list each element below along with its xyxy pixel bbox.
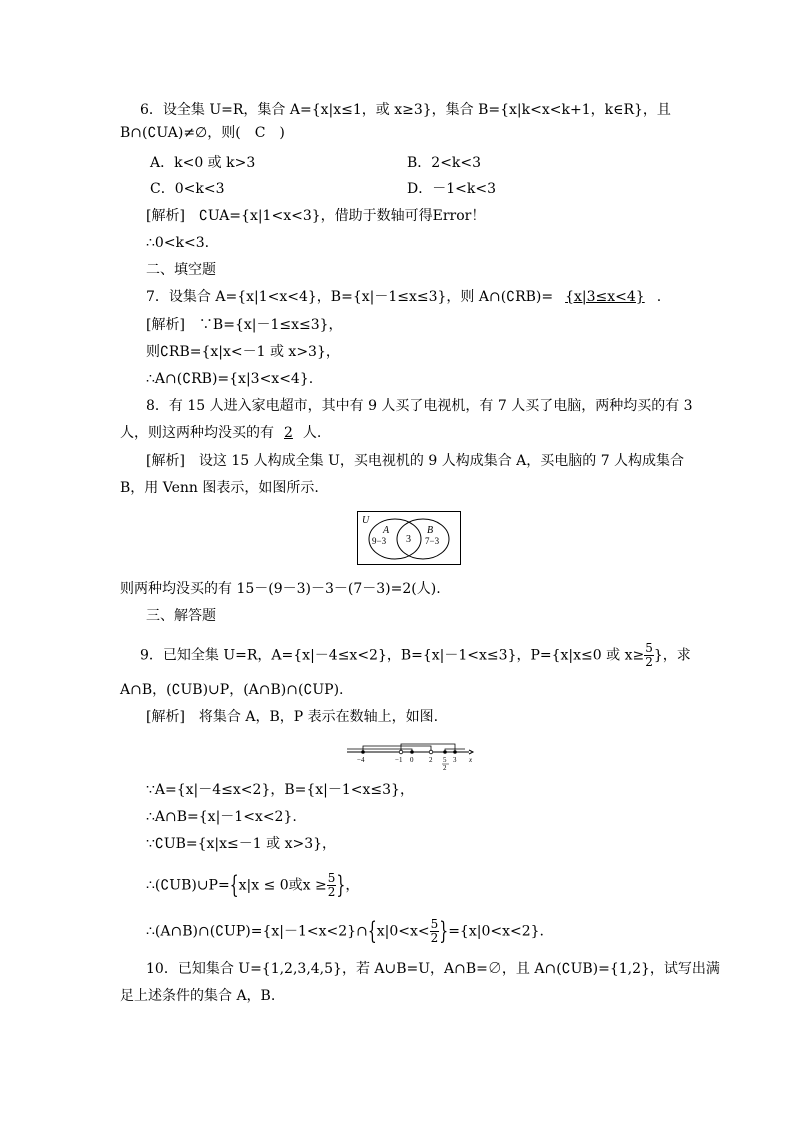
section-fill-in-title: 二、填空题 (146, 262, 216, 278)
q7-analysis-2: 则∁RB={x|x<－1 或 x>3}， (146, 344, 340, 360)
q8-conclusion: 则两种均没买的有 15－(9－3)－3－(7－3)=2(人). (120, 581, 441, 597)
tick-label-minus-4: −4 (357, 756, 365, 764)
point-0 (410, 750, 414, 754)
q7-period: . (656, 289, 662, 305)
left-brace-icon-2: { (367, 917, 377, 946)
venn-label-a: A (383, 525, 390, 536)
q9-analysis-1: [解析] 将集合 A，B，P 表示在数轴上，如图. (146, 709, 439, 725)
tick-label-5-over: 5 (443, 756, 447, 764)
q9-union-set: x|x ≤ 0或x ≥ (238, 877, 327, 894)
q9-analysis-3: ∴A∩B={x|－1<x<2}. (146, 809, 297, 825)
q6-option-d: D．－1<k<3 (407, 181, 496, 197)
q9-line1 (140, 642, 691, 669)
venn-a-only: 9−3 (372, 536, 387, 546)
q7-answer: {x|3≤x<4} (565, 289, 645, 305)
set-b-bracket (401, 744, 455, 752)
fraction-five-halves-2: $\frac{5}{2}$ (327, 871, 336, 899)
venn-b-only: 7−3 (425, 536, 440, 546)
number-line-arrow (469, 750, 473, 754)
tick-label-minus-1: −1 (395, 756, 403, 764)
point-3 (453, 750, 457, 754)
tick-label-0: 0 (410, 756, 414, 764)
q9-analysis-5 (146, 872, 359, 899)
q9-union-text: ∴(∁UB)∪P= (146, 877, 230, 894)
axis-label-x: x (469, 756, 473, 764)
tick-label-3: 3 (453, 756, 457, 764)
q9-analysis-6 (146, 918, 544, 945)
q8-line2 (120, 424, 321, 442)
tick-label-2: 2 (429, 756, 433, 764)
q6-option-c: C．0<k<3 (150, 181, 225, 197)
q10-line1: 10．已知集合 U={1,2,3,4,5}，若 A∪B=U，A∩B=∅，且 A∩(∁UB)={1,2}，试写出满 (146, 961, 720, 977)
point-minus-4 (361, 750, 365, 754)
q8-analysis-2: B，用 Venn 图表示，如图所示. (120, 480, 319, 496)
left-brace-icon: { (229, 871, 239, 900)
q9-union-end: ， (345, 877, 360, 894)
number-line (345, 742, 475, 772)
q8-text: 人，则这两种均没买的有 (120, 425, 274, 441)
q8-line1: 8．有 15 人进入家电超市，其中有 9 人买了电视机，有 7 人买了电脑，两种均买的有 3 (146, 398, 693, 414)
q6-analysis: [解析] ∁UA={x|1<x<3}，借助于数轴可得Error！ (146, 208, 486, 224)
venn-label-u: U (362, 515, 370, 526)
q8-unit: 人. (302, 425, 322, 441)
q9-analysis-2: ∵A={x|－4≤x<2}，B={x|－1<x≤3}， (146, 782, 414, 798)
q7-analysis-3: ∴A∩(∁RB)={x|3<x<4}. (146, 371, 314, 387)
q10-line2: 足上述条件的集合 A，B. (120, 988, 276, 1004)
venn-circle-b (397, 519, 449, 559)
point-2 (429, 750, 433, 754)
q6-line2: B∩(∁UA)≠∅，则( C ) (120, 125, 285, 141)
fraction-five-halves: $\frac{5}{2}$ (645, 641, 653, 669)
fraction-five-halves-3: $\frac{5}{2}$ (430, 917, 439, 945)
q6-option-a: A．k<0 或 k>3 (150, 155, 256, 171)
right-brace-icon-2: } (439, 917, 449, 946)
point-minus-1 (399, 750, 403, 754)
tick-label-2-under: 2 (443, 764, 447, 772)
venn-label-b: B (427, 525, 434, 536)
q9-text: 9．已知全集 U=R，A={x|－4≤x<2}，B={x|－1<x≤3}，P={x|x≤0 或 x≥ (140, 647, 645, 664)
venn-both: 3 (406, 534, 411, 545)
q9-ask: }，求 (653, 647, 691, 664)
q6-conclusion: ∴0<k<3. (146, 235, 210, 251)
q8-answer: 2 (284, 425, 293, 441)
q9-final-result: ={x|0<x<2}. (448, 923, 544, 940)
q6-option-b: B．2<k<3 (407, 155, 482, 171)
q7-text: 7．设集合 A={x|1<x<4}，B={x|－1≤x≤3}，则 A∩(∁RB)= (146, 289, 554, 305)
point-5-2 (443, 750, 447, 754)
q8-analysis-1: [解析] 设这 15 人构成全集 U，买电视机的 9 人构成集合 A，买电脑的 7 人构成集合 (146, 453, 685, 469)
q9-final-set: x|0<x< (376, 923, 430, 940)
section-answer-title: 三、解答题 (146, 608, 216, 624)
q6-line1: 6．设全集 U=R，集合 A={x|x≤1，或 x≥3}，集合 B={x|k<x<k+1，k∈R}，且 (140, 102, 671, 118)
venn-diagram (357, 511, 461, 565)
q7-analysis-1: [解析] ∵B={x|－1≤x≤3}， (146, 317, 343, 333)
q9-final-text: ∴(A∩B)∩(∁UP)={x|－1<x<2}∩ (146, 923, 368, 940)
q9-analysis-4: ∵∁UB={x|x≤－1 或 x>3}， (146, 836, 337, 852)
q7-line (146, 288, 661, 306)
right-brace-icon: } (336, 871, 346, 900)
q9-line2: A∩B，(∁UB)∪P，(A∩B)∩(∁UP). (120, 682, 344, 698)
